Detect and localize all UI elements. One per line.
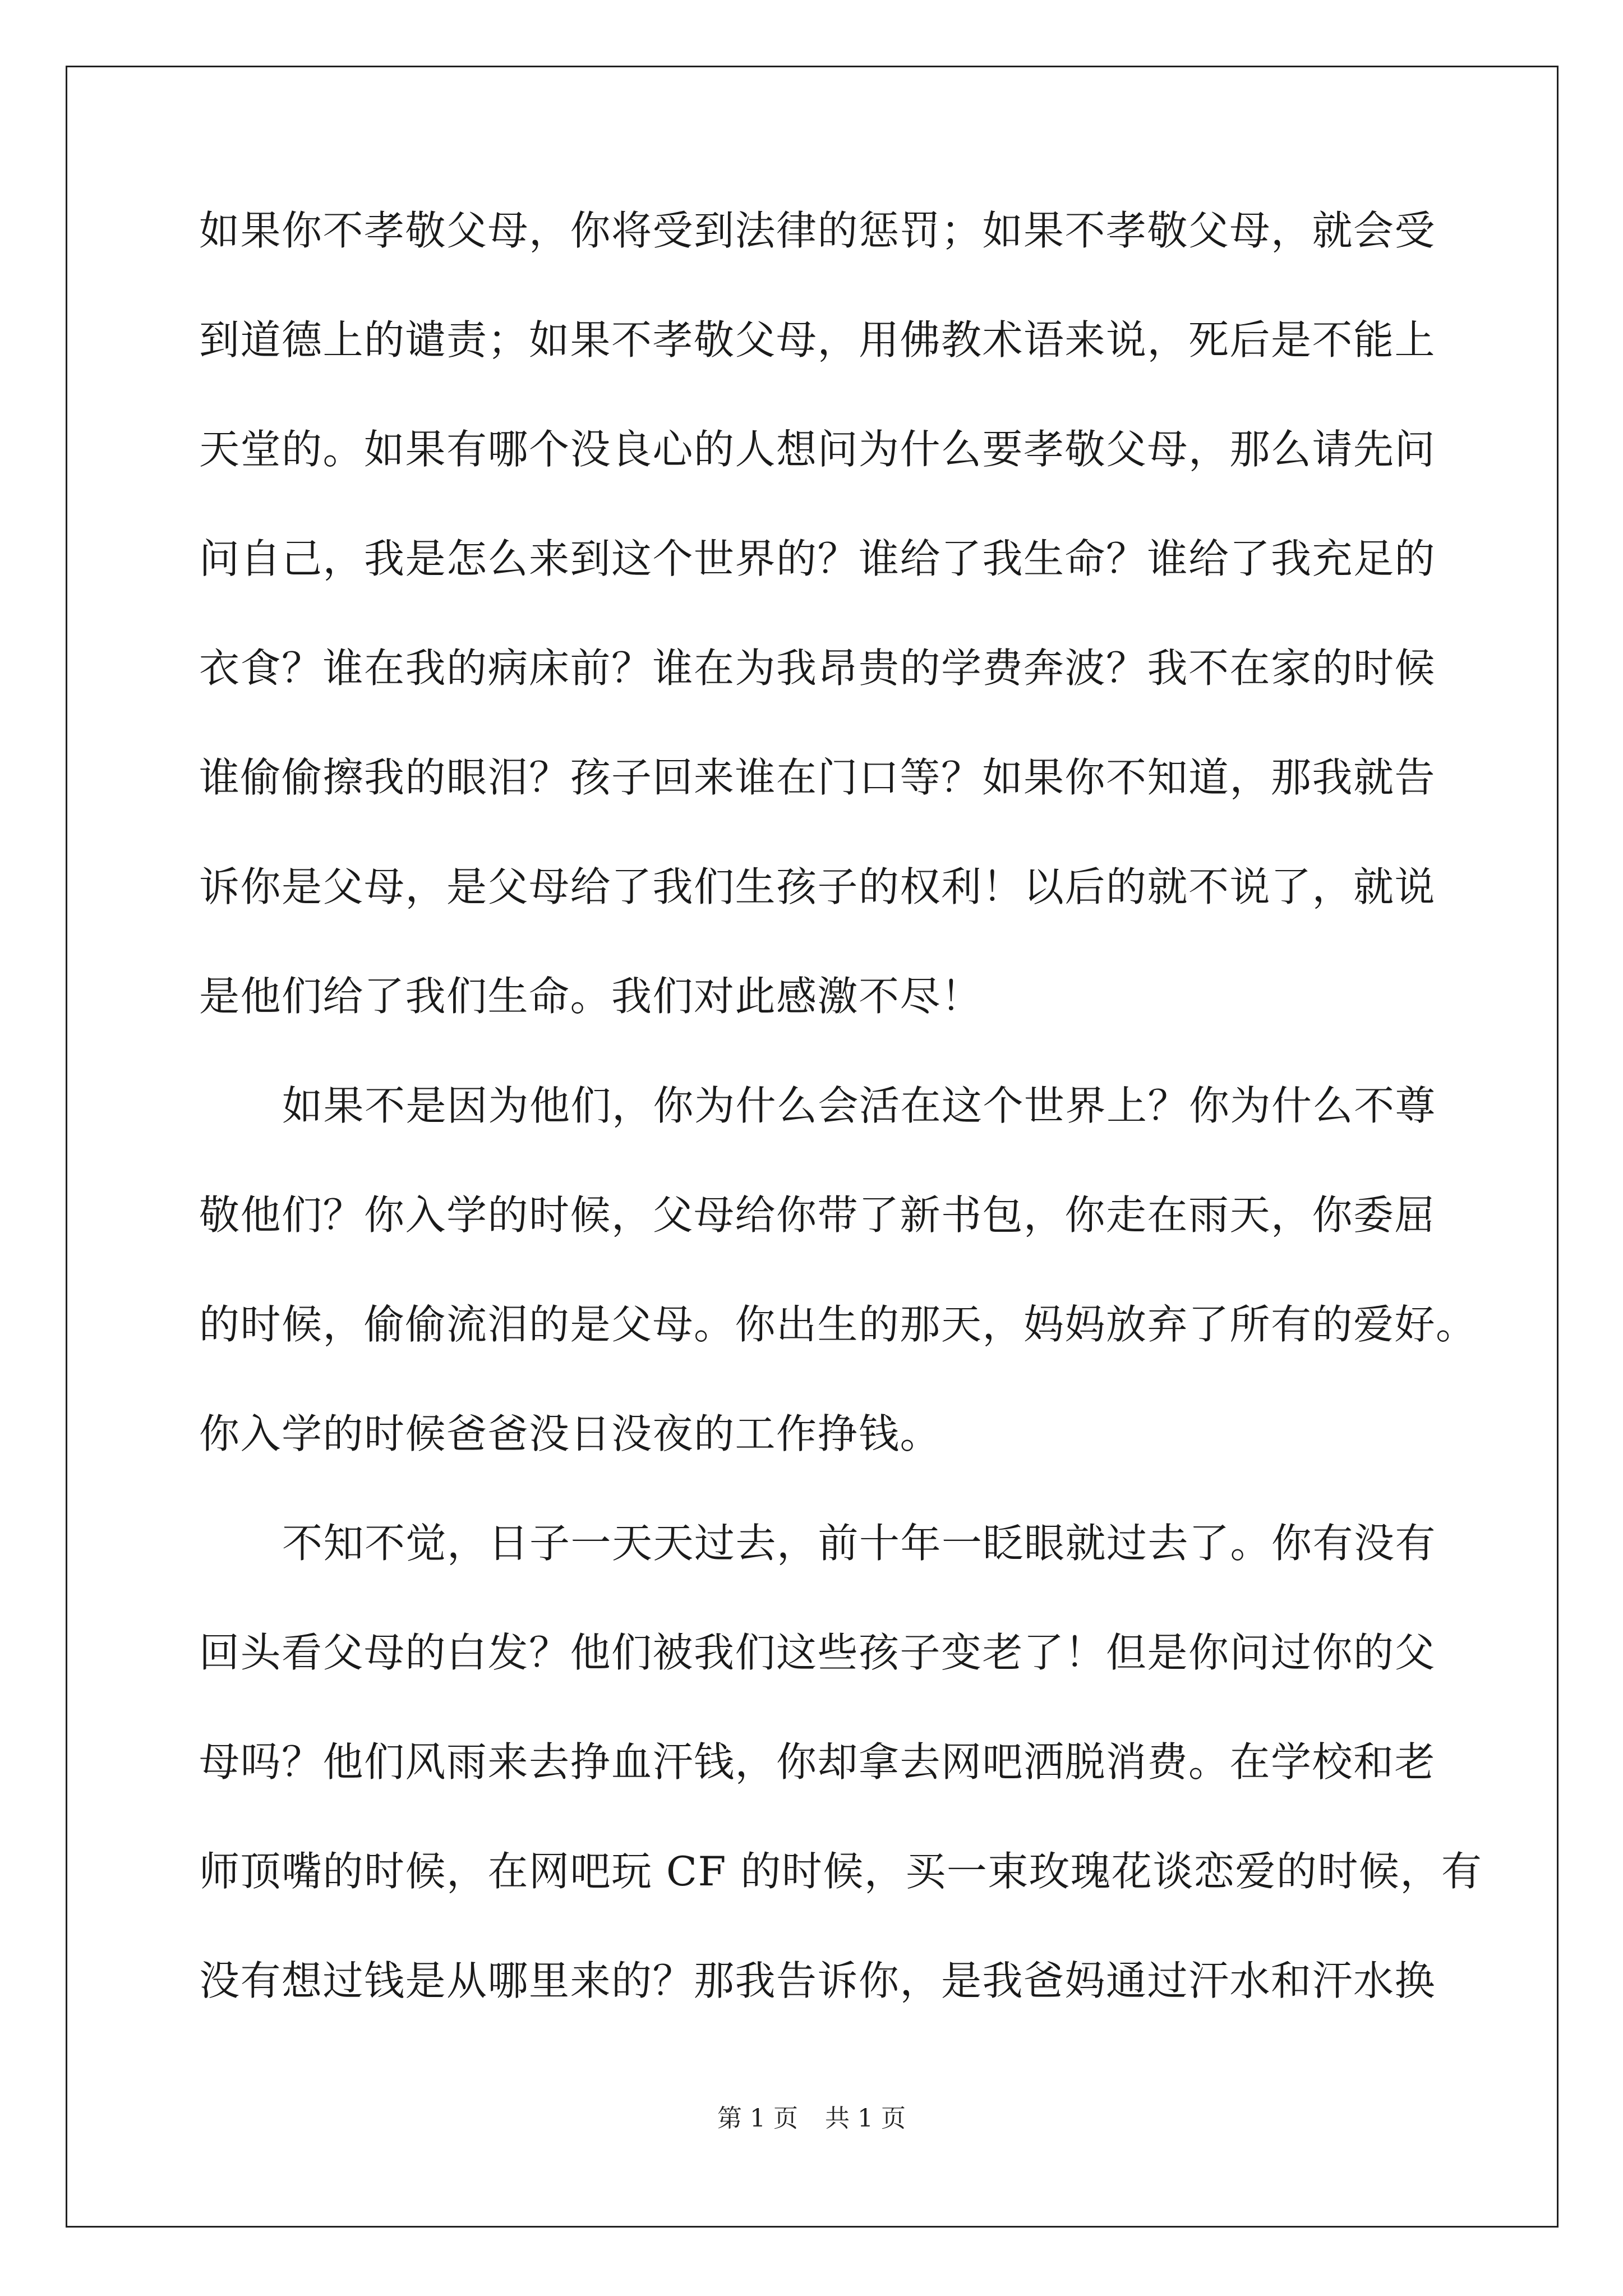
document-body (199, 207, 1483, 2070)
text-line-6: 谁偷偷擦我的眼泪？孩子回来谁在门口等？如果你不知道，那我就告 (199, 754, 1436, 801)
text-line-2: 到道德上的谴责；如果不孝敬父母，用佛教术语来说，死后是不能上 (199, 316, 1436, 364)
text-line-16: 师顶嘴的时候，在网吧玩 CF 的时候，买一束玫瑰花谈恋爱的时候，有 (199, 1848, 1483, 1895)
text-line-8: 是他们给了我们生命。我们对此感激不尽！ (199, 973, 983, 1020)
text-line-11: 的时候，偷偷流泪的是父母。你出生的那天，妈妈放弃了所有的爱好。 (199, 1301, 1477, 1348)
text-line-14: 回头看父母的白发？他们被我们这些孩子变老了！但是你问过你的父 (199, 1629, 1436, 1676)
page-number: 第 1 页 (717, 2104, 798, 2133)
text-line-13: 不知不觉，日子一天天过去，前十年一眨眼就过去了。你有没有 (282, 1520, 1437, 1567)
text-line-17: 没有想过钱是从哪里来的？那我告诉你，是我爸妈通过汗水和汗水换 (199, 1957, 1436, 2004)
text-line-4: 问自己，我是怎么来到这个世界的？谁给了我生命？谁给了我充足的 (199, 535, 1436, 582)
page-total: 共 1 页 (825, 2104, 906, 2133)
text-line-5: 衣食？谁在我的病床前？谁在为我昂贵的学费奔波？我不在家的时候 (199, 645, 1436, 692)
text-line-3: 天堂的。如果有哪个没良心的人想问为什么要孝敬父母，那么请先问 (199, 426, 1436, 473)
text-line-10: 敬他们？你入学的时候，父母给你带了新书包，你走在雨天，你委屈 (199, 1191, 1436, 1239)
text-line-9: 如果不是因为他们，你为什么会活在这个世界上？你为什么不尊 (282, 1082, 1437, 1129)
page-footer (0, 2105, 1623, 2133)
text-line-12: 你入学的时候爸爸没日没夜的工作挣钱。 (199, 1410, 942, 1457)
text-line-1: 如果你不孝敬父母，你将受到法律的惩罚；如果不孝敬父母，就会受 (199, 207, 1436, 254)
text-line-7: 诉你是父母，是父母给了我们生孩子的权利！以后的就不说了，就说 (199, 863, 1436, 910)
text-line-15: 母吗？他们风雨来去挣血汗钱，你却拿去网吧洒脱消费。在学校和老 (199, 1738, 1436, 1786)
